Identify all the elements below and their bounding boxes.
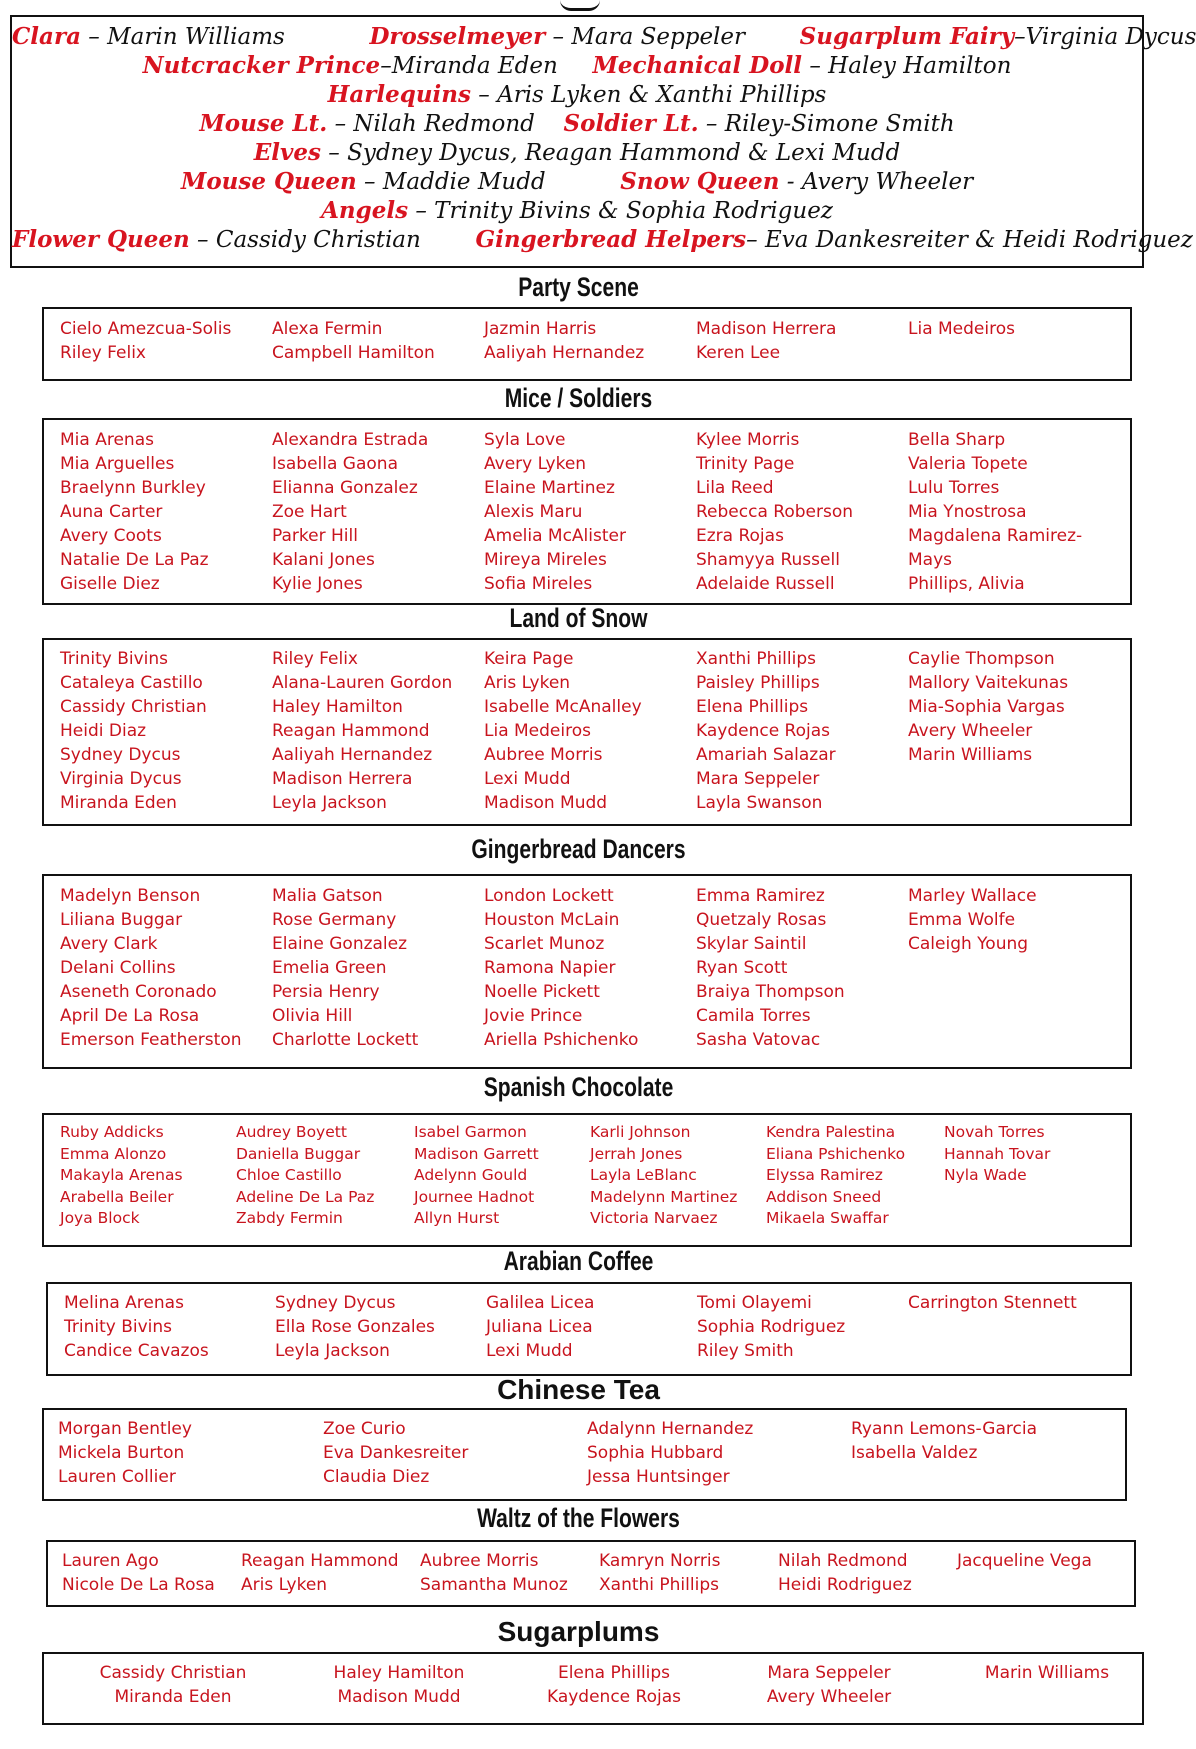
- dancer-name: Haley Hamilton: [272, 697, 403, 717]
- role-label: Clara: [12, 23, 81, 50]
- dancer-name: Ryan Scott: [696, 958, 788, 978]
- dancer-name: Aaliyah Hernandez: [272, 745, 433, 765]
- name-column: [60, 1122, 183, 1230]
- name-column: [944, 1122, 1050, 1187]
- dancer-name: Layla Swanson: [696, 793, 823, 813]
- dancer-name: Avery Clark: [60, 934, 158, 954]
- dancer-name: Mikaela Swaffar: [766, 1209, 889, 1227]
- dancer-name: Kalani Jones: [272, 550, 375, 570]
- dancer-name: Adalynn Hernandez: [587, 1419, 754, 1439]
- dancer-name: Adelynn Gould: [414, 1166, 528, 1184]
- dancer-name: Magdalena Ramirez-: [908, 526, 1083, 546]
- dancer-name: Valeria Topete: [908, 454, 1028, 474]
- name-column: [60, 884, 242, 1052]
- dancer-name: Skylar Saintil: [696, 934, 807, 954]
- dancer-name: Galilea Licea: [486, 1293, 595, 1313]
- role-label: Mechanical Doll: [592, 52, 803, 79]
- dancer-name: Emma Ramirez: [696, 886, 825, 906]
- dancer-name: Olivia Hill: [272, 1006, 353, 1026]
- dancer-name: Lexi Mudd: [484, 769, 571, 789]
- dancer-name: Ariella Pshichenko: [484, 1030, 639, 1050]
- dancer-name: Emma Wolfe: [908, 910, 1016, 930]
- dancer-name: Lauren Collier: [58, 1467, 176, 1487]
- dancer-name: Mia Arenas: [60, 430, 154, 450]
- dancer-name: Braelynn Burkley: [60, 478, 206, 498]
- dancer-name: Maddie Mudd: [382, 169, 546, 195]
- dancer-name: Mia Arguelles: [60, 454, 175, 474]
- party-scene-box: [42, 307, 1132, 381]
- dancer-name: Caleigh Young: [908, 934, 1029, 954]
- dancer-name: Haley Hamilton: [333, 1663, 465, 1683]
- dancer-name: Syla Love: [484, 430, 566, 450]
- dancer-name: Kaydence Rojas: [696, 721, 831, 741]
- name-column: [60, 647, 207, 815]
- dancer-name: Claudia Diez: [323, 1467, 430, 1487]
- dancer-name: Eliana Pshichenko: [766, 1144, 906, 1163]
- dancer-name: Delani Collins: [60, 958, 176, 978]
- land-of-snow-box: [42, 638, 1132, 826]
- dancer-name: Madelynn Martinez: [590, 1187, 738, 1206]
- dancer-name: Mallory Vaitekunas: [908, 673, 1069, 693]
- name-column: [484, 884, 638, 1052]
- dancer-name: Isabella Valdez: [851, 1443, 978, 1463]
- dancer-name: Xanthi Phillips: [696, 649, 816, 669]
- dancer-name: Zabdy Fermin: [236, 1209, 343, 1227]
- dancer-name: Sophia Rodriguez: [697, 1317, 846, 1337]
- dancer-name: Alexandra Estrada: [272, 430, 429, 450]
- dancer-name: Keren Lee: [696, 343, 781, 363]
- dancer-name: Riley Felix: [60, 343, 146, 363]
- dancer-name: Trinity Bivins: [64, 1317, 173, 1337]
- dancer-name: Persia Henry: [272, 982, 380, 1002]
- dancer-name: Amariah Salazar: [696, 745, 836, 765]
- dancer-name: Cassidy Christian: [99, 1663, 247, 1683]
- dancer-name: Bella Sharp: [908, 430, 1006, 450]
- dancer-name: Braiya Thompson: [696, 982, 845, 1002]
- dancer-name: Haley Hamilton: [828, 53, 1012, 79]
- dancer-name: Kylee Morris: [696, 430, 800, 450]
- dancer-name: Giselle Diez: [60, 574, 160, 594]
- dancer-name: Riley Felix: [272, 649, 358, 669]
- role-label: Mouse Queen: [180, 168, 357, 195]
- dancer-name: Mara Seppeler: [767, 1663, 891, 1683]
- dancer-name: Victoria Narvaez: [590, 1209, 718, 1227]
- dancer-name: Miranda Eden: [114, 1687, 232, 1707]
- section-title-arabian: Arabian Coffee: [503, 1246, 654, 1276]
- dancer-name: Sasha Vatovac: [696, 1030, 821, 1050]
- dancer-name: Heidi Diaz: [60, 721, 147, 741]
- dancer-name: Trinity Page: [696, 454, 795, 474]
- section-title-party: Party Scene: [518, 272, 639, 302]
- dancer-name: Elena Phillips: [696, 697, 809, 717]
- lead-line-2: Nutcracker Prince–Miranda Eden Mechanical Doll – Haley Hamilton: [142, 52, 1012, 79]
- dancer-name: Lauren Ago: [62, 1551, 159, 1571]
- name-column: [64, 1291, 209, 1363]
- dancer-name: Leyla Jackson: [275, 1341, 390, 1361]
- role-label: Harlequins: [327, 81, 471, 108]
- dancer-name: Elyssa Ramirez: [766, 1166, 883, 1184]
- section-title-ginger: Gingerbread Dancers: [471, 834, 686, 864]
- dancer-name: Mara Seppeler: [696, 769, 820, 789]
- dancer-name: Cataleya Castillo: [60, 673, 203, 693]
- name-column: [323, 1417, 468, 1489]
- lead-line-5: Elves – Sydney Dycus, Reagan Hammond & Lexi Mudd: [253, 139, 901, 166]
- role-label: Elves: [253, 139, 321, 166]
- name-column: [272, 317, 435, 365]
- dancer-name: Leyla Jackson: [272, 793, 387, 813]
- name-column: [590, 1122, 737, 1230]
- dancer-name: Jerrah Jones: [590, 1144, 683, 1163]
- name-column: [486, 1291, 594, 1363]
- role-label: Mouse Lt.: [199, 110, 328, 137]
- role-label: Flower Queen: [12, 226, 190, 253]
- dancer-name: Sydney Dycus, Reagan Hammond & Lexi Mudd: [347, 140, 901, 166]
- dancer-name: Elaine Martinez: [484, 478, 615, 498]
- name-column: [484, 317, 644, 365]
- name-column: [236, 1122, 374, 1230]
- role-label: Drosselmeyer: [369, 23, 546, 50]
- name-column: [908, 647, 1068, 767]
- dancer-name: Miranda Eden: [60, 793, 177, 813]
- dancer-name: Nilah Redmond: [778, 1551, 908, 1571]
- dancer-name: Avery Lyken: [484, 454, 587, 474]
- dancer-name: Madison Mudd: [484, 793, 608, 813]
- dancer-name: Marin Williams: [908, 745, 1033, 765]
- dancer-name: Ella Rose Gonzales: [275, 1317, 435, 1337]
- name-column: [697, 1291, 845, 1363]
- dancer-name: Makayla Arenas: [60, 1166, 183, 1184]
- sugarplums-box: [42, 1652, 1144, 1725]
- dancer-name: Isabella Gaona: [272, 454, 398, 474]
- dancer-name: Rebecca Roberson: [696, 502, 853, 522]
- dancer-name: Adeline De La Paz: [236, 1187, 375, 1206]
- dancer-name: Lexi Mudd: [486, 1341, 573, 1361]
- dancer-name: Mireya Mireles: [484, 550, 607, 570]
- dancer-name: Virginia Dycus: [1025, 24, 1196, 50]
- dancer-name: Madison Garrett: [414, 1144, 539, 1163]
- dancer-name: Adelaide Russell: [696, 574, 835, 594]
- dancer-name: London Lockett: [484, 886, 614, 906]
- dancer-name: Aris Lyken & Xanthi Phillips: [497, 82, 827, 108]
- dancer-name: Zoe Hart: [272, 502, 347, 522]
- dancer-name: Eva Dankesreiter: [323, 1443, 469, 1463]
- dancer-name: Charlotte Lockett: [272, 1030, 419, 1050]
- dancer-name: Mia-Sophia Vargas: [908, 697, 1065, 717]
- name-column: [58, 1417, 192, 1489]
- dancer-name: Jacqueline Vega: [957, 1551, 1092, 1571]
- dancer-name: Aris Lyken: [484, 673, 571, 693]
- role-label: Soldier Lt.: [563, 110, 699, 137]
- name-column: [484, 428, 626, 596]
- dancer-name: Caylie Thompson: [908, 649, 1055, 669]
- dancer-name: Avery Wheeler: [801, 169, 974, 195]
- name-column: [62, 1549, 215, 1597]
- spanish-chocolate-box: [42, 1113, 1132, 1247]
- dancer-name: Chloe Castillo: [236, 1166, 342, 1184]
- section-title-mice: Mice / Soldiers: [504, 383, 653, 413]
- dancer-name: Audrey Boyett: [236, 1123, 347, 1141]
- dancer-name: Marin Williams: [984, 1663, 1110, 1683]
- dancer-name: Lia Medeiros: [908, 319, 1015, 339]
- waltz-flowers-box: [46, 1540, 1136, 1607]
- dancer-name: Melina Arenas: [64, 1293, 184, 1313]
- name-column: [766, 1122, 905, 1230]
- name-column: [587, 1417, 753, 1489]
- dancer-name: Kylie Jones: [272, 574, 363, 594]
- dancer-name: Lia Medeiros: [484, 721, 591, 741]
- dancer-name: Mickela Burton: [58, 1443, 185, 1463]
- dancer-name: Miranda Eden: [391, 53, 558, 79]
- dancer-name: Aris Lyken: [241, 1575, 328, 1595]
- name-column: [272, 428, 428, 596]
- dancer-name: Hannah Tovar: [944, 1144, 1051, 1163]
- name-column: [778, 1549, 912, 1597]
- dancer-name: Amelia McAlister: [484, 526, 626, 546]
- dancer-name: Isabel Garmon: [414, 1123, 527, 1141]
- dancer-name: Sydney Dycus: [275, 1293, 396, 1313]
- dancer-name: Elaine Gonzalez: [272, 934, 408, 954]
- dancer-name: Journee Hadnot: [414, 1187, 535, 1206]
- dancer-name: Trinity Bivins: [60, 649, 169, 669]
- name-column: [484, 647, 642, 815]
- section-title-sugar: Sugarplums: [497, 1616, 660, 1647]
- dancer-name: Aubree Morris: [484, 745, 603, 765]
- dancer-name: Camila Torres: [696, 1006, 811, 1026]
- lead-line-6: Mouse Queen – Maddie Mudd Snow Queen - Avery Wheeler: [180, 168, 974, 195]
- dancer-name: Morgan Bentley: [58, 1419, 192, 1439]
- name-column: [60, 428, 209, 596]
- dancer-name: Carrington Stennett: [908, 1293, 1077, 1313]
- dancer-name: Campbell Hamilton: [272, 343, 435, 363]
- dancer-name: Emerson Featherston: [60, 1030, 242, 1050]
- dancer-name: Avery Wheeler: [766, 1687, 892, 1707]
- gingerbread-box: [42, 874, 1132, 1069]
- dancer-name: Allyn Hurst: [414, 1209, 500, 1227]
- dancer-name: Aseneth Coronado: [60, 982, 217, 1002]
- name-column: [275, 1291, 435, 1363]
- dancer-name: Emelia Green: [272, 958, 387, 978]
- dancer-name: Rose Germany: [272, 910, 397, 930]
- dancer-name: Paisley Phillips: [696, 673, 820, 693]
- dancer-name: Aaliyah Hernandez: [484, 343, 645, 363]
- dancer-name: Auna Carter: [60, 502, 163, 522]
- dancer-name: Kaydence Rojas: [546, 1687, 681, 1707]
- dancer-name: Jessa Huntsinger: [587, 1467, 730, 1487]
- dancer-name: Eva Dankesreiter & Heidi Rodriguez: [764, 227, 1193, 253]
- dancer-name: Mia Ynostrosa: [908, 502, 1027, 522]
- dancer-name: Scarlet Munoz: [484, 934, 605, 954]
- dancer-name: Heidi Rodriguez: [778, 1575, 912, 1595]
- dancer-name: Cielo Amezcua-Solis: [60, 319, 232, 339]
- arabian-coffee-box: [46, 1282, 1132, 1376]
- dancer-name: Avery Wheeler: [908, 721, 1033, 741]
- dancer-name: Malia Gatson: [272, 886, 383, 906]
- section-title-snow: Land of Snow: [509, 603, 648, 633]
- dancer-name: Lila Reed: [696, 478, 774, 498]
- leads-box: [10, 15, 1196, 268]
- dancer-name: Karli Johnson: [590, 1123, 691, 1141]
- dancer-name: Cassidy Christian: [215, 227, 421, 253]
- name-column: [957, 1549, 1092, 1573]
- dancer-name: Marley Wallace: [908, 886, 1037, 906]
- dancer-name: Kendra Palestina: [766, 1123, 896, 1141]
- dancer-name: Reagan Hammond: [272, 721, 430, 741]
- dancer-name: Trinity Bivins & Sophia Rodriguez: [434, 198, 833, 224]
- dancer-name: Novah Torres: [944, 1123, 1045, 1141]
- dancer-name: Madison Mudd: [337, 1687, 461, 1707]
- dancer-name: Mays: [908, 550, 953, 570]
- dancer-name: Elianna Gonzalez: [272, 478, 418, 498]
- mice-soldiers-box: [42, 418, 1132, 605]
- name-column: [414, 1122, 539, 1230]
- name-column: [744, 1661, 914, 1709]
- dancer-name: Ryann Lemons-Garcia: [851, 1419, 1037, 1439]
- name-column: [962, 1661, 1132, 1685]
- dancer-name: Candice Cavazos: [64, 1341, 209, 1361]
- dancer-name: Cassidy Christian: [60, 697, 207, 717]
- name-column: [696, 317, 836, 365]
- dancer-name: Arabella Beiler: [60, 1187, 174, 1206]
- dancer-name: Xanthi Phillips: [599, 1575, 719, 1595]
- dancer-name: Virginia Dycus: [60, 769, 182, 789]
- dancer-name: Daniella Buggar: [236, 1144, 361, 1163]
- lead-line-4: Mouse Lt. – Nilah Redmond Soldier Lt. – Riley-Simone Smith: [199, 110, 955, 137]
- dancer-name: Riley-Simone Smith: [724, 111, 955, 137]
- name-column: [908, 317, 1015, 341]
- dancer-name: Liliana Buggar: [60, 910, 183, 930]
- dancer-name: Mara Seppeler: [571, 24, 746, 50]
- dancer-name: Addison Sneed: [766, 1187, 882, 1206]
- section-title-spanish: Spanish Chocolate: [483, 1072, 674, 1102]
- section-title-waltz: Waltz of the Flowers: [477, 1503, 680, 1533]
- name-column: [241, 1549, 399, 1597]
- name-column: [60, 317, 231, 365]
- name-column: [908, 1291, 1077, 1315]
- dancer-name: Riley Smith: [697, 1341, 794, 1361]
- dancer-name: Madison Herrera: [696, 319, 837, 339]
- name-column: [696, 428, 853, 596]
- name-column: [529, 1661, 699, 1709]
- dancer-name: Ezra Rojas: [696, 526, 784, 546]
- dancer-name: Madelyn Benson: [60, 886, 201, 906]
- dancer-name: Tomi Olayemi: [697, 1293, 812, 1313]
- dancer-name: Samantha Munoz: [420, 1575, 568, 1595]
- dancer-name: Avery Coots: [60, 526, 162, 546]
- dancer-name: Jovie Prince: [484, 1006, 583, 1026]
- lead-line-3: Harlequins – Aris Lyken & Xanthi Phillips: [327, 81, 827, 108]
- name-column: [599, 1549, 720, 1597]
- page-top-fragment: [560, 0, 600, 11]
- dancer-name: Isabelle McAnalley: [484, 697, 642, 717]
- dancer-name: Reagan Hammond: [241, 1551, 399, 1571]
- dancer-name: Sydney Dycus: [60, 745, 181, 765]
- dancer-name: Alana-Lauren Gordon: [272, 673, 453, 693]
- dancer-name: Nyla Wade: [944, 1166, 1027, 1184]
- role-label: Sugarplum Fairy: [799, 23, 1015, 50]
- dancer-name: Nicole De La Rosa: [62, 1575, 215, 1595]
- role-label: Gingerbread Helpers: [475, 226, 747, 253]
- dancer-name: Aubree Morris: [420, 1551, 539, 1571]
- lead-line-7: Angels – Trinity Bivins & Sophia Rodriguez: [321, 197, 833, 224]
- dancer-name: Joya Block: [60, 1209, 140, 1227]
- name-column: [272, 884, 418, 1052]
- dancer-name: Layla LeBlanc: [590, 1166, 697, 1184]
- dancer-name: Quetzaly Rosas: [696, 910, 827, 930]
- dancer-name: April De La Rosa: [60, 1006, 200, 1026]
- dancer-name: Keira Page: [484, 649, 574, 669]
- chinese-tea-box: [42, 1408, 1127, 1501]
- lead-line-8: Flower Queen – Cassidy Christian Gingerbread Helpers– Eva Dankesreiter & Heidi Rodriguez: [12, 226, 1193, 253]
- dancer-name: Sofia Mireles: [484, 574, 593, 594]
- dancer-name: Jazmin Harris: [484, 319, 597, 339]
- dancer-name: Ramona Napier: [484, 958, 616, 978]
- dancer-name: Elena Phillips: [557, 1663, 671, 1683]
- dancer-name: Shamyya Russell: [696, 550, 840, 570]
- dancer-name: Houston McLain: [484, 910, 620, 930]
- name-column: [908, 884, 1037, 956]
- lead-line-1: Clara – Marin Williams Drosselmeyer – Mara Seppeler Sugarplum Fairy–Virginia Dycus: [12, 23, 1196, 50]
- dancer-name: Emma Alonzo: [60, 1144, 167, 1163]
- dancer-name: Natalie De La Paz: [60, 550, 209, 570]
- dancer-name: Alexa Fermin: [272, 319, 383, 339]
- name-column: [88, 1661, 258, 1709]
- dancer-name: Lulu Torres: [908, 478, 1000, 498]
- name-column: [696, 647, 836, 815]
- name-column: [314, 1661, 484, 1709]
- dancer-name: Parker Hill: [272, 526, 358, 546]
- name-column: [908, 428, 1082, 596]
- dancer-name: Kamryn Norris: [599, 1551, 721, 1571]
- name-column: [696, 884, 845, 1052]
- role-label: Nutcracker Prince: [142, 52, 381, 79]
- role-label: Angels: [321, 197, 409, 224]
- dancer-name: Alexis Maru: [484, 502, 583, 522]
- role-label: Snow Queen: [620, 168, 780, 195]
- name-column: [851, 1417, 1037, 1465]
- dancer-name: Phillips, Alivia: [908, 574, 1025, 594]
- section-title-chinese: Chinese Tea: [497, 1374, 660, 1405]
- dancer-name: Noelle Pickett: [484, 982, 600, 1002]
- dancer-name: Nilah Redmond: [353, 111, 535, 137]
- dancer-name: Madison Herrera: [272, 769, 413, 789]
- name-column: [420, 1549, 568, 1597]
- dancer-name: Zoe Curio: [323, 1419, 406, 1439]
- dancer-name: Ruby Addicks: [60, 1123, 164, 1141]
- name-column: [272, 647, 452, 815]
- dancer-name: Marin Williams: [107, 24, 285, 50]
- dancer-name: Sophia Hubbard: [587, 1443, 724, 1463]
- dancer-name: Juliana Licea: [486, 1317, 593, 1337]
